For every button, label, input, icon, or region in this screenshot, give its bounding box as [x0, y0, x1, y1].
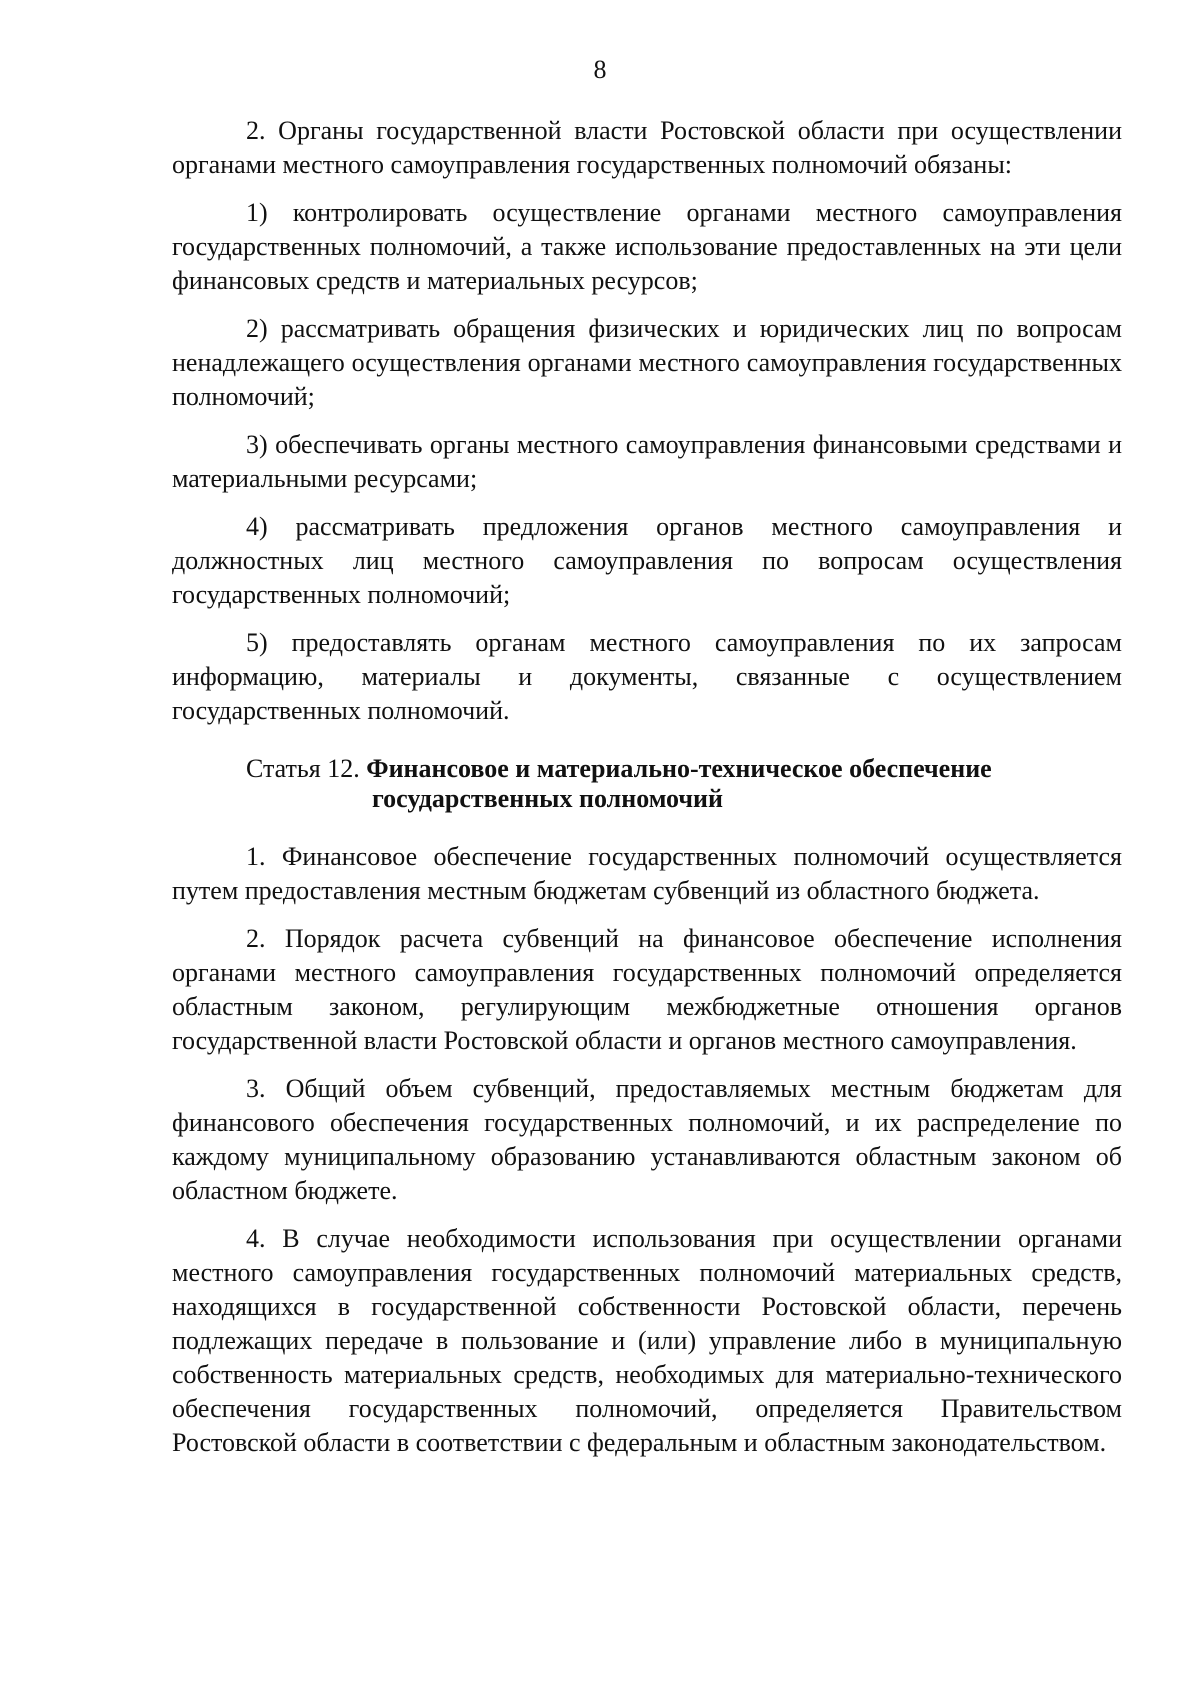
article-label: Статья 12.: [246, 754, 360, 783]
article-title-line2: государственных полномочий: [372, 784, 724, 813]
article-paragraph: 4. В случае необходимости использования при осуществлении органами местного самоуправления государственных полномочий материальных средств, находящихся в государственной собственности Ростовской области, перечень подлежащих передаче в пользование и (или) управление либо в муниципальную собственность материальных средств, необходимых для материально-технического обеспечения государственных полномочий, определяется Правительством Ростовской области в соответствии с федеральным и областным законодательством.: [172, 1224, 1122, 1457]
article-title-line1: Финансовое и материально-техническое обеспечение: [366, 754, 992, 783]
section-intro-paragraph: 2. Органы государственной власти Ростовской области при осуществлении органами местного самоуправления государственных полномочий обязаны:: [172, 116, 1122, 179]
page-content: [172, 114, 1122, 1474]
article-heading: [172, 754, 1122, 814]
list-item: 4) рассматривать предложения органов местного самоуправления и должностных лиц местного самоуправления по вопросам осуществления государственных полномочий;: [172, 512, 1122, 609]
list-item: 3) обеспечивать органы местного самоуправления финансовыми средствами и материальными ресурсами;: [172, 430, 1122, 493]
page-number: 8: [593, 55, 607, 84]
list-item: 2) рассматривать обращения физических и юридических лиц по вопросам ненадлежащего осуществления органами местного самоуправления государственных полномочий;: [172, 314, 1122, 411]
list-item: 5) предоставлять органам местного самоуправления по их запросам информацию, материалы и документы, связанные с осуществлением государственных полномочий.: [172, 628, 1122, 725]
article-paragraph: 2. Порядок расчета субвенций на финансовое обеспечение исполнения органами местного самоуправления государственных полномочий определяется областным законом, регулирующим межбюджетные отношения органов государственной власти Ростовской области и органов местного самоуправления.: [172, 924, 1122, 1055]
article-paragraph: 1. Финансовое обеспечение государственных полномочий осуществляется путем предоставления местным бюджетам субвенций из областного бюджета.: [172, 842, 1122, 905]
list-item: 1) контролировать осуществление органами местного самоуправления государственных полномочий, а также использование предоставленных на эти цели финансовых средств и материальных ресурсов;: [172, 198, 1122, 295]
article-paragraph: 3. Общий объем субвенций, предоставляемых местным бюджетам для финансового обеспечения государственных полномочий, и их распределение по каждому муниципальному образованию устанавливаются областным законом об областном бюджете.: [172, 1074, 1122, 1205]
